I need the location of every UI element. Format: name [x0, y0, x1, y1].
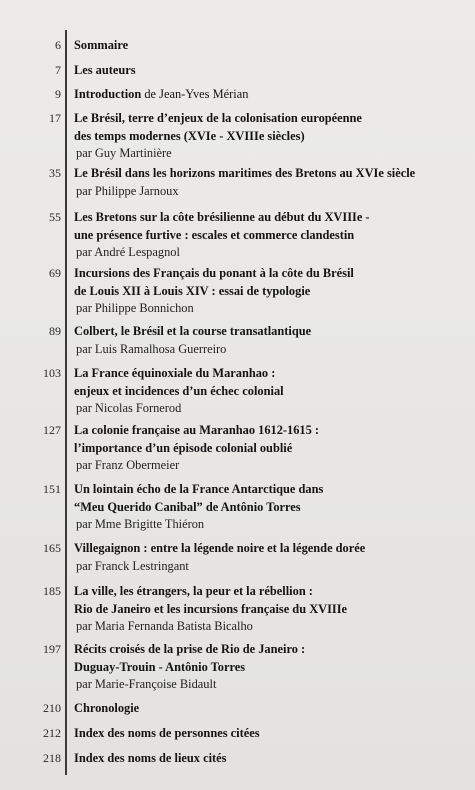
entry-author: par Philippe Bonnichon: [76, 301, 194, 315]
page-number: 9: [55, 87, 61, 101]
entry-title: Index des noms de lieux cités: [74, 751, 227, 765]
entry-title: Colbert, le Brésil et la course transatlantique: [74, 324, 312, 338]
entry-author: par Marie-Françoise Bidault: [76, 677, 217, 691]
entry-author: par Maria Fernanda Batista Bicalho: [76, 619, 253, 633]
page-number: 197: [43, 642, 61, 656]
page-number: 218: [43, 751, 61, 765]
entry-title: Récits croisés de la prise de Rio de Janeiro : Duguay-Trouin - Antônio Torres: [74, 642, 306, 674]
vertical-rule: [65, 30, 67, 775]
page-number: 89: [49, 324, 61, 338]
entry-author: par Luis Ramalhosa Guerreiro: [76, 341, 227, 356]
page-number: 212: [43, 726, 61, 740]
page-number: 69: [49, 266, 61, 280]
page-number: 17: [49, 111, 61, 125]
entry-title: La France équinoxiale du Maranhao : enjeux et incidences d’un échec colonial: [74, 366, 284, 398]
entry-title: Le Brésil, terre d’enjeux de la colonisation européenne des temps modernes (XVIe - XVIIIe siècles): [74, 111, 362, 143]
entry-title: La ville, les étrangers, la peur et la rébellion : Rio de Janeiro et les incursions française du XVIIIe: [74, 584, 348, 616]
entry-title: Incursions des Français du ponant à la côte du Brésil de Louis XII à Louis XIV : essai de typologie: [74, 266, 354, 298]
page-number: 55: [49, 210, 61, 224]
page-number: 185: [43, 584, 61, 598]
page-number: 7: [55, 63, 61, 77]
entry-title: Index des noms de personnes citées: [74, 726, 260, 740]
entry-title-author: de Jean-Yves Mérian: [141, 87, 249, 101]
entry-title: Villegaignon : entre la légende noire et la légende dorée: [74, 541, 366, 555]
page-number: 6: [55, 38, 61, 52]
entry-title: Sommaire: [74, 38, 129, 52]
page-number: 165: [43, 541, 61, 555]
page-number: 35: [49, 166, 61, 180]
page-number: 127: [43, 423, 61, 437]
entry-title: Un lointain écho de la France Antarctique dans “Meu Querido Canibal” de Antônio Torres: [74, 482, 324, 514]
entry-title: Le Brésil dans les horizons maritimes des Bretons au XVIe siècle: [74, 166, 416, 180]
page-number: 151: [43, 482, 61, 496]
entry-author: par André Lespagnol: [76, 245, 180, 259]
entry-author: par Franz Obermeier: [76, 458, 180, 472]
entry-author: par Nicolas Fornerod: [76, 401, 182, 415]
entry-title: Chronologie: [74, 701, 140, 715]
entry-title: Introduction de Jean-Yves Mérian: [74, 87, 249, 101]
entry-title: Les auteurs: [74, 63, 136, 77]
entry-author: par Guy Martinière: [76, 146, 172, 160]
entry-author: par Mme Brigitte Thiéron: [76, 517, 205, 531]
entry-author: par Franck Lestringant: [76, 558, 189, 573]
entry-title: La colonie française au Maranhao 1612-1615 : l’importance d’un épisode colonial oublié: [74, 423, 320, 455]
entry-author: par Philippe Jarnoux: [76, 183, 179, 198]
page-number: 210: [43, 701, 61, 715]
entry-title: Les Bretons sur la côte brésilienne au début du XVIIIe - une présence furtive : escales et commerce clandestin: [74, 210, 370, 242]
page-number: 103: [43, 366, 61, 380]
